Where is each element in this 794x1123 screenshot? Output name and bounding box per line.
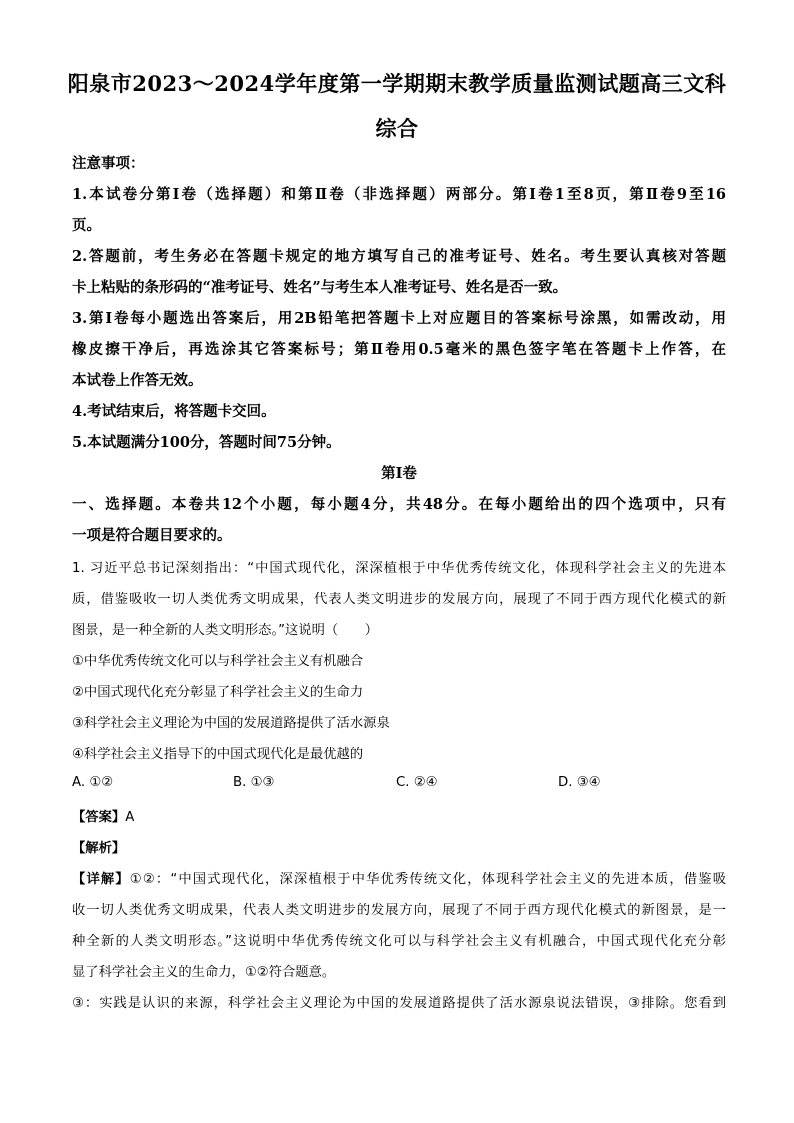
note-5: 5.本试题满分100分，答题时间75分钟。 — [72, 434, 341, 451]
detail-label: 【详解】 — [72, 872, 130, 887]
note-3-line-3: 本试卷上作答无效。 — [72, 372, 203, 389]
detail-line-1 — [72, 868, 726, 887]
section-instruction-line-2: 一项是符合题目要求的。 — [72, 527, 232, 544]
detail-line-1-text: ①②：“中国式现代化，深深植根于中华优秀传统文化，体现科学社会主义的先进本质，借鉴吸 — [129, 872, 726, 887]
notes-heading: 注意事项： — [72, 155, 145, 172]
analysis-label: 【解析】 — [72, 841, 126, 856]
section-title: 第Ⅰ卷 — [381, 465, 417, 482]
detail-line-2: 收一切人类优秀文明成果，代表人类文明进步的发展方向，展现了不同于西方现代化模式的新图景，是一 — [72, 903, 726, 918]
question-1-item-2: ②中国式现代化充分彰显了科学社会主义的生命力 — [72, 685, 364, 700]
answer-row — [72, 806, 726, 825]
note-2-line-2: 卡上粘贴的条形码的“准考证号、姓名”与考生本人准考证号、姓名是否一致。 — [72, 279, 568, 296]
note-2-line-1: 2.答题前，考生务必在答题卡规定的地方填写自己的准考证号、姓名。考生要认真核对答题 — [72, 248, 726, 265]
option-c: C. ②④ — [396, 775, 438, 790]
option-b: B. ①③ — [233, 775, 275, 790]
question-1-item-3: ③科学社会主义理论为中国的发展道路提供了活水源泉 — [72, 716, 390, 731]
exam-title-line2: 综合 — [375, 116, 419, 141]
section-instruction-line-1: 一、选择题。本卷共12个小题，每小题4分，共48分。在每小题给出的四个选项中，只有 — [72, 496, 726, 513]
question-1-item-1: ①中华优秀传统文化可以与科学社会主义有机融合 — [72, 654, 364, 669]
note-3-line-1: 3.第Ⅰ卷每小题选出答案后，用2B铅笔把答题卡上对应题目的答案标号涂黑，如需改动，用 — [72, 310, 726, 327]
option-d: D. ③④ — [558, 775, 601, 790]
note-1-line-2: 页。 — [72, 217, 101, 234]
question-1-stem-line-3: 图景，是一种全新的人类文明形态。”这说明（ ） — [72, 623, 379, 638]
note-4: 4.考试结束后，将答题卡交回。 — [72, 403, 276, 420]
exam-title-line1: 阳泉市2023～2024学年度第一学期期末教学质量监测试题高三文科 — [67, 71, 727, 96]
option-a: A. ①② — [72, 775, 114, 790]
question-1-stem-line-1: 1. 习近平总书记深刻指出：“中国式现代化，深深植根于中华优秀传统文化，体现科学社会主义的先进本 — [72, 561, 726, 576]
answer-label: 【答案】 — [72, 810, 126, 825]
question-1-stem-line-2: 质，借鉴吸收一切人类优秀文明成果，代表人类文明进步的发展方向，展现了不同于西方现代化模式的新 — [72, 592, 726, 607]
detail-line-5: ③：实践是认识的来源，科学社会主义理论为中国的发展道路提供了活水源泉说法错误，③排除。您看到 — [72, 996, 726, 1011]
detail-line-4: 显了科学社会主义的生命力，①②符合题意。 — [72, 965, 336, 980]
answer-value: A — [125, 810, 135, 825]
question-1-item-4: ④科学社会主义指导下的中国式现代化是最优越的 — [72, 747, 364, 762]
note-1-line-1: 1.本试卷分第Ⅰ卷（选择题）和第Ⅱ卷（非选择题）两部分。第Ⅰ卷1至8页，第Ⅱ卷9至16 — [72, 186, 726, 203]
detail-line-3: 种全新的人类文明形态。”这说明中华优秀传统文化可以与科学社会主义有机融合，中国式现代化充分彰 — [72, 934, 726, 949]
note-3-line-2: 橡皮擦干净后，再选涂其它答案标号；第Ⅱ卷用0.5毫米的黑色签字笔在答题卡上作答，在 — [72, 341, 726, 358]
